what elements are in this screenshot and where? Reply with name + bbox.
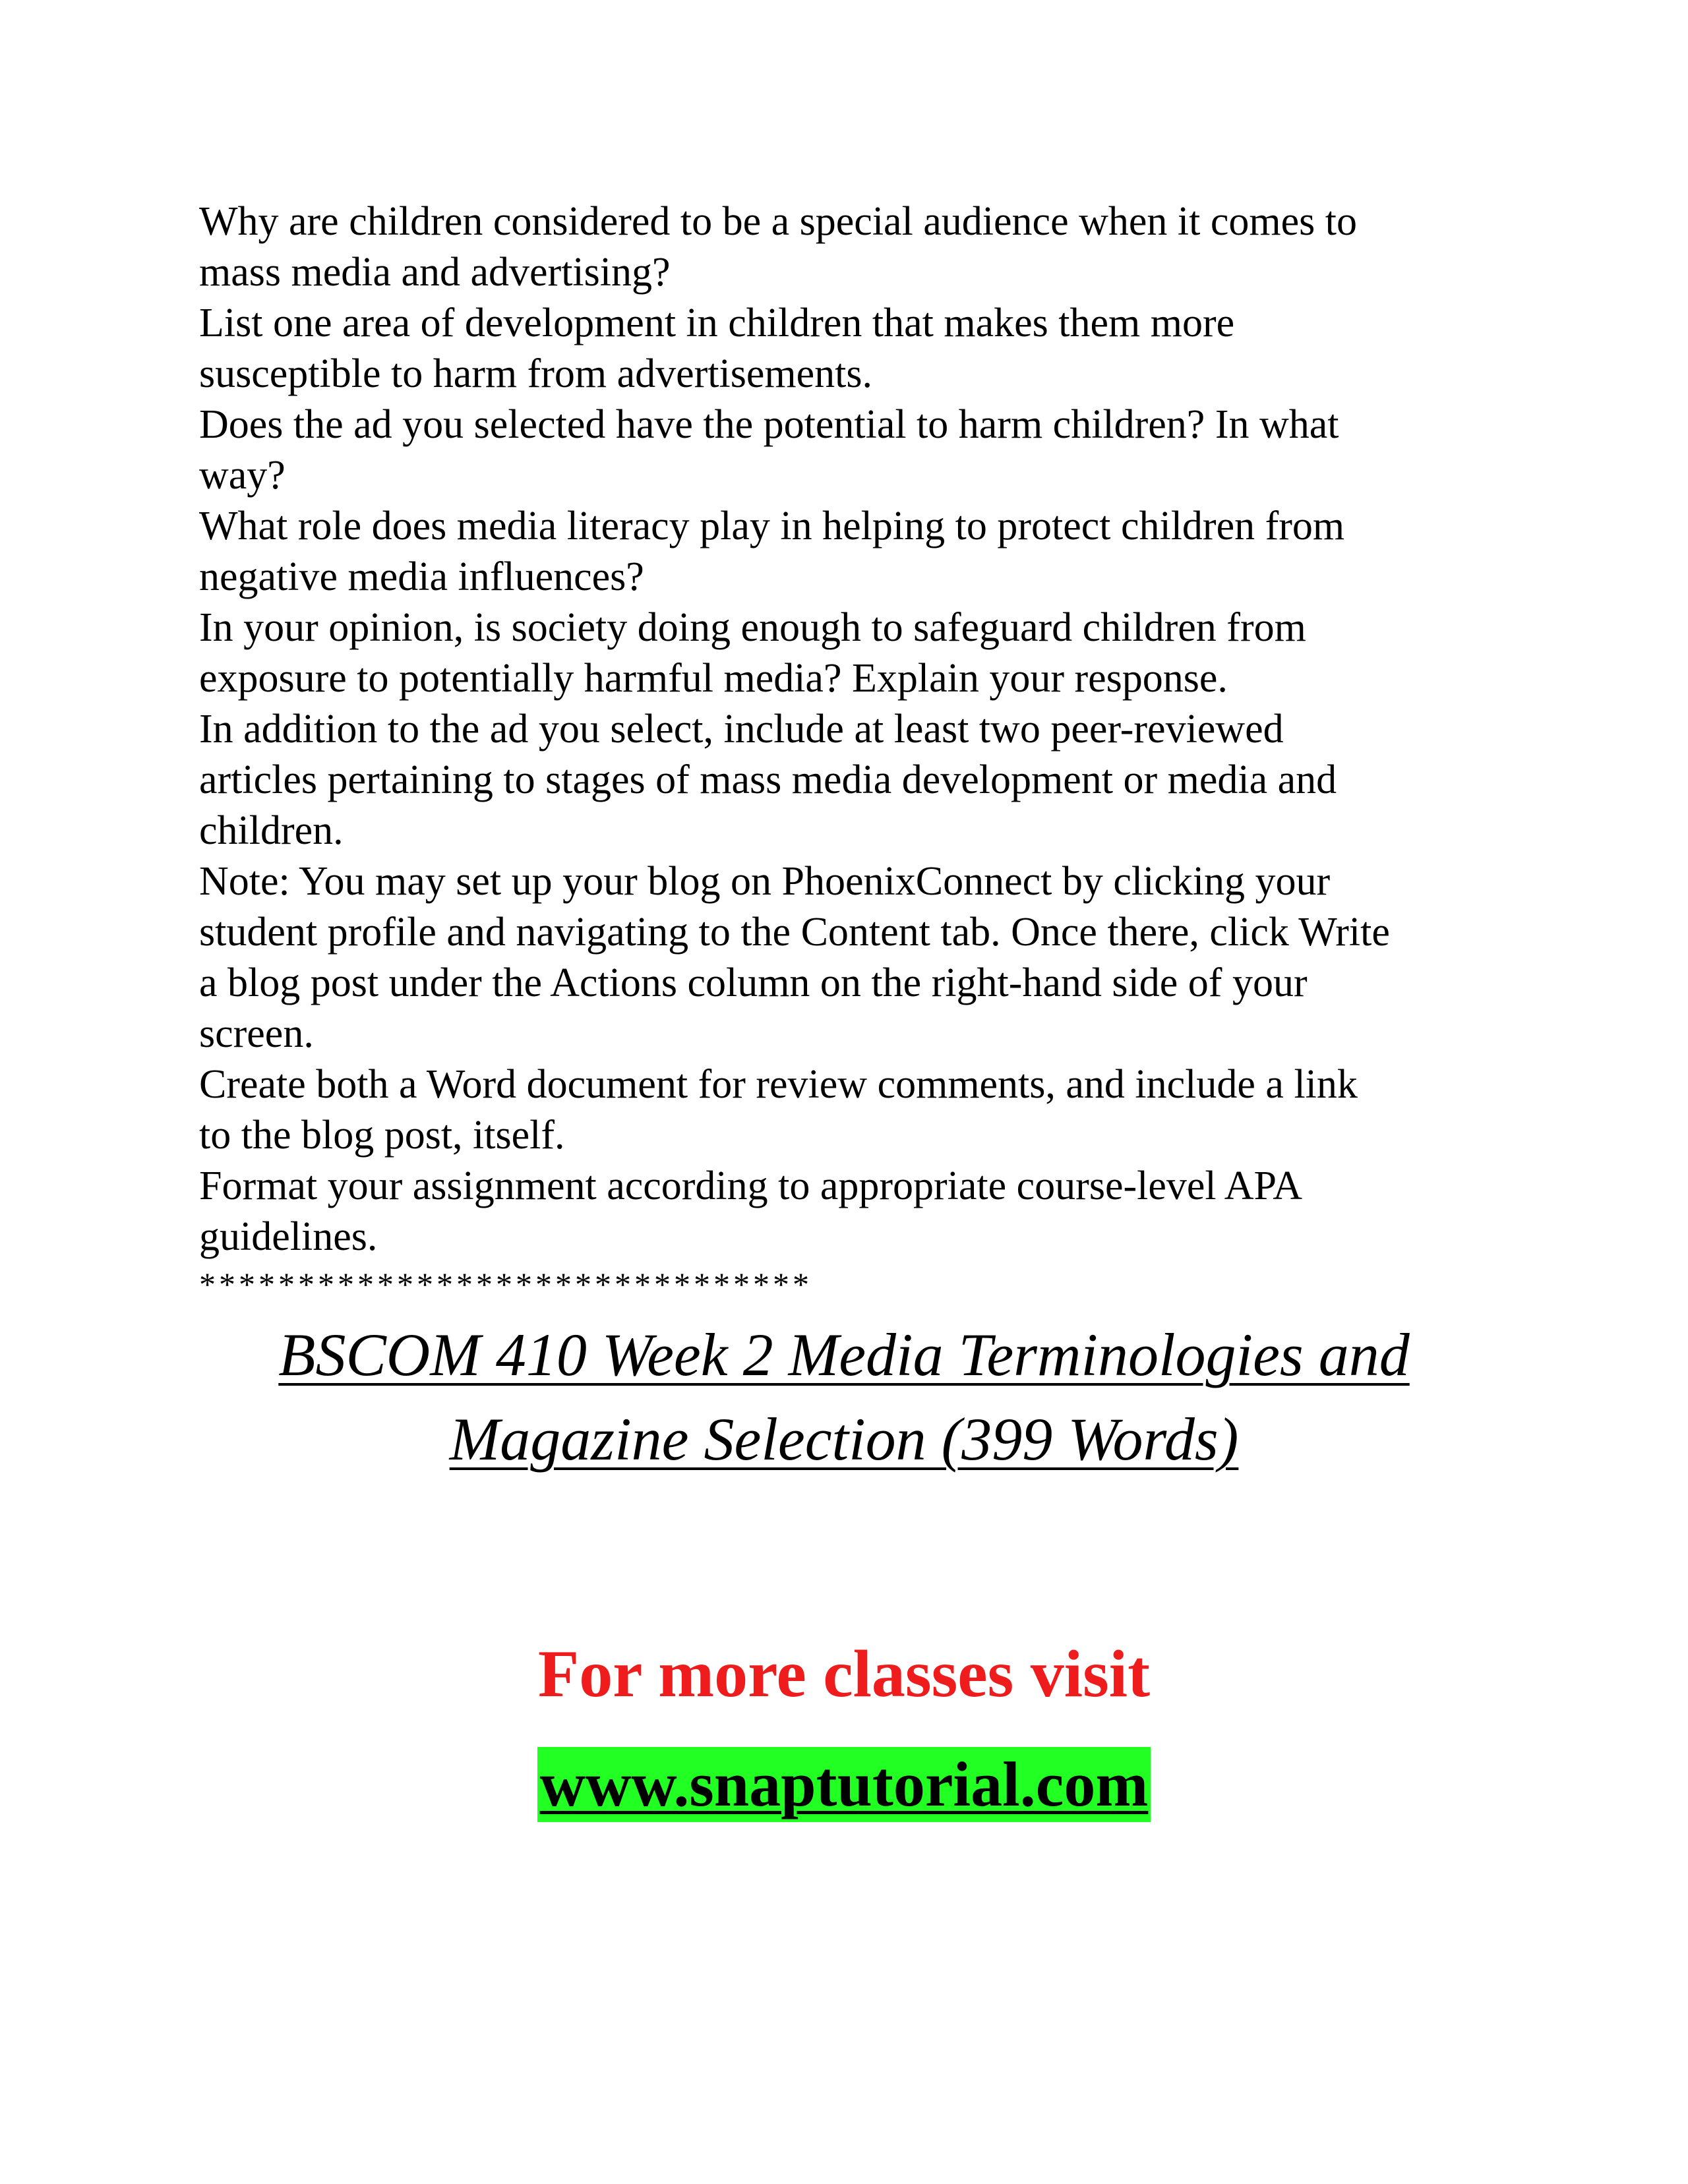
body-line: List one area of development in children that makes them more — [199, 301, 1235, 345]
body-line: to the blog post, itself. — [199, 1113, 565, 1158]
body-line: In your opinion, is society doing enough to safeguard children from — [199, 605, 1306, 650]
body-line: screen. — [199, 1011, 314, 1056]
body-line: Does the ad you selected have the potential to harm children? In what — [199, 402, 1339, 447]
body-line: What role does media literacy play in helping to protect children from — [199, 504, 1345, 548]
body-line: susceptible to harm from advertisements. — [199, 351, 873, 396]
body-line: way? — [199, 453, 286, 498]
body-line: a blog post under the Actions column on the right-hand side of your — [199, 960, 1308, 1005]
body-line: Format your assignment according to appropriate course-level APA — [199, 1164, 1303, 1208]
body-line: exposure to potentially harmful media? Explain your response. — [199, 656, 1228, 701]
body-line: student profile and navigating to the Content tab. Once there, click Write — [199, 910, 1390, 955]
body-line: children. — [199, 808, 344, 853]
asterisk-separator: ******************************* — [199, 1266, 812, 1303]
section-heading-line-1: BSCOM 410 Week 2 Media Terminologies and — [278, 1321, 1410, 1388]
body-line: guidelines. — [199, 1214, 378, 1259]
body-line: Note: You may set up your blog on PhoenixConnect by clicking your — [199, 859, 1331, 904]
section-heading-line-2: Magazine Selection (399 Words) — [449, 1405, 1239, 1473]
body-line: negative media influences? — [199, 554, 644, 599]
body-line: mass media and advertising? — [199, 250, 671, 295]
assignment-body — [199, 196, 1518, 1262]
promo-text: For more classes visit — [537, 1637, 1151, 1711]
body-line: In addition to the ad you select, include at least two peer-reviewed — [199, 707, 1284, 752]
promo-link-container — [0, 1747, 1688, 1822]
body-line: Create both a Word document for review comments, and include a link — [199, 1062, 1358, 1107]
body-line: articles pertaining to stages of mass media development or media and — [199, 757, 1337, 802]
body-line: Why are children considered to be a special audience when it comes to — [199, 199, 1357, 244]
promo-link[interactable]: www.snaptutorial.com — [537, 1747, 1151, 1822]
